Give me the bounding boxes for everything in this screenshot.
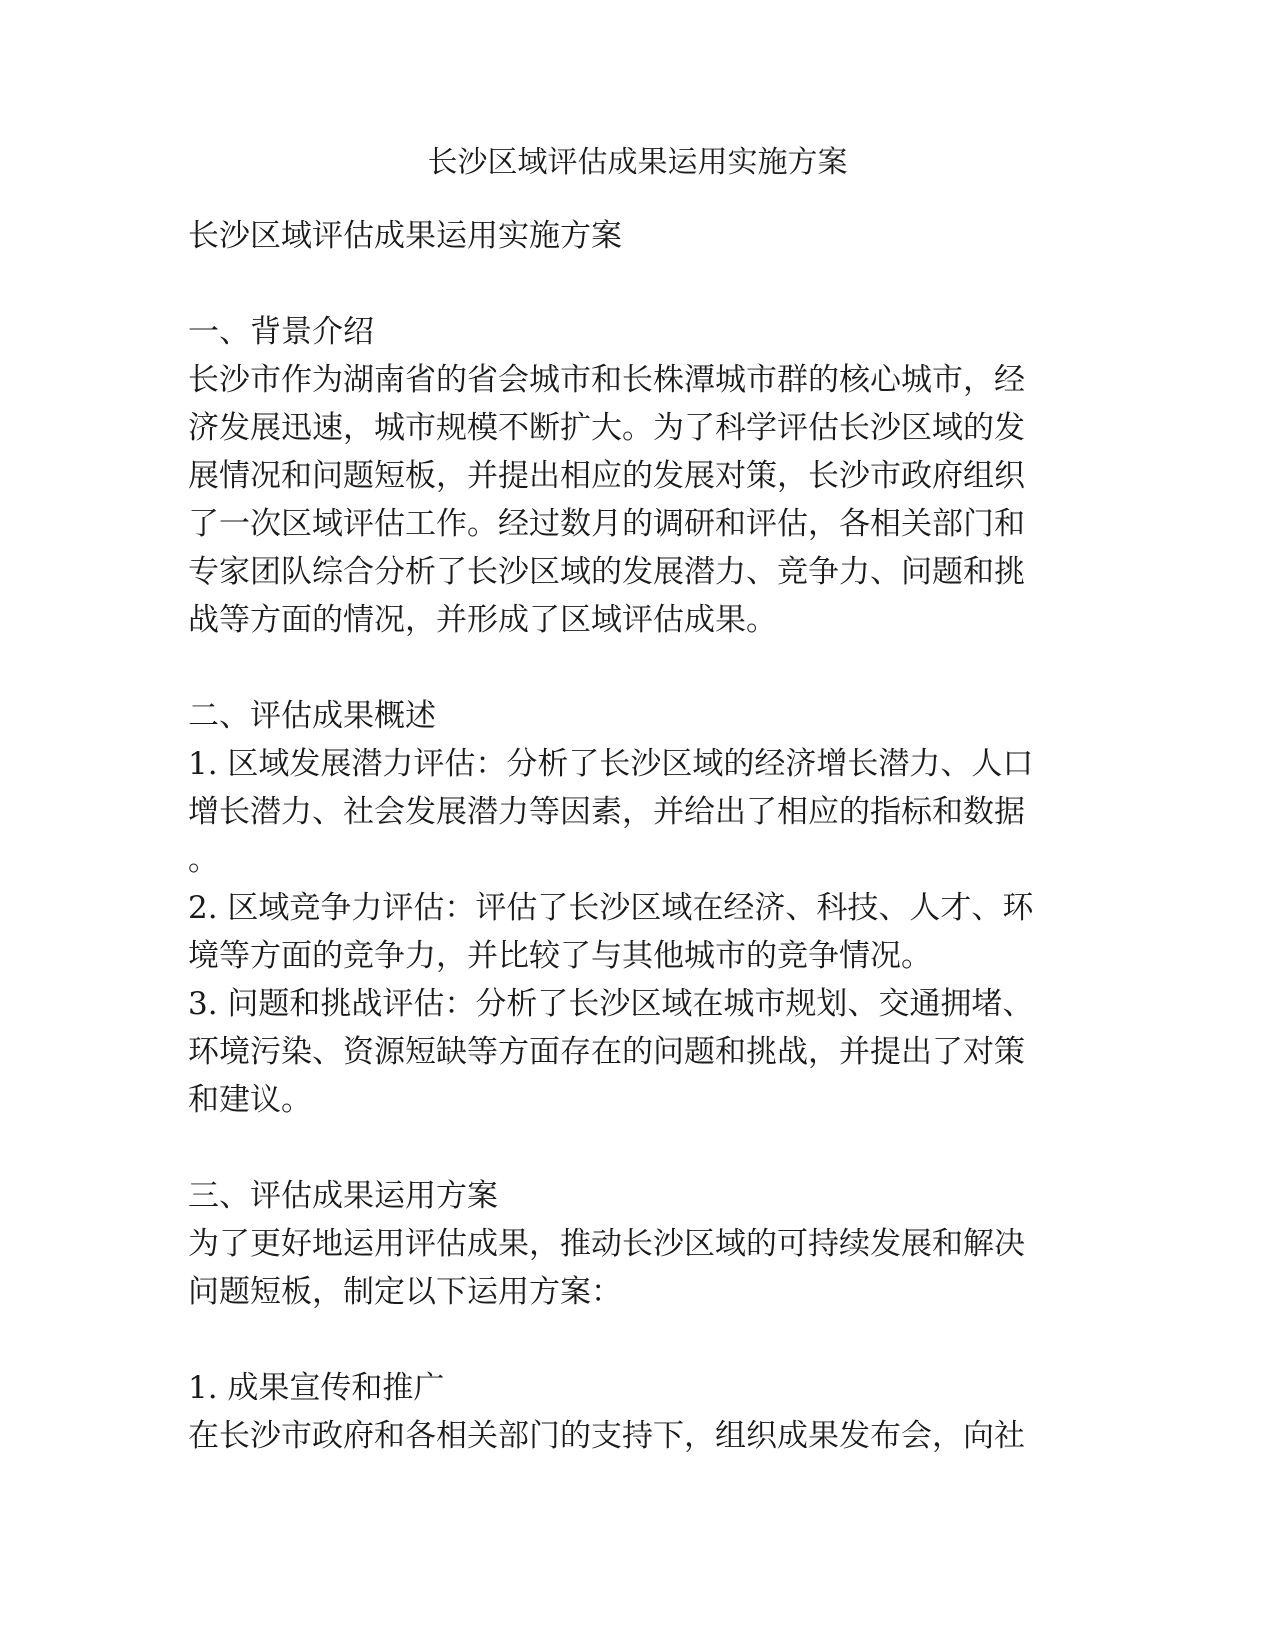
paragraph-line: 为了更好地运用评估成果，推动长沙区域的可持续发展和解决 [188, 1226, 1025, 1262]
list-item-line: 2. 区域竞争力评估：评估了长沙区域在经济、科技、人才、环 [188, 890, 1034, 926]
list-item-line: 1. 区域发展潜力评估：分析了长沙区域的经济增长潜力、人口 [188, 746, 1034, 782]
blank-line [188, 1124, 1088, 1172]
list-item-line: 增长潜力、社会发展潜力等因素，并给出了相应的指标和数据 [188, 794, 1025, 830]
list-item-line: 环境污染、资源短缺等方面存在的问题和挑战，并提出了对策 [188, 1034, 1025, 1070]
paragraph-line: 问题短板，制定以下运用方案： [188, 1274, 622, 1310]
list-item-line: 境等方面的竞争力，并比较了与其他城市的竞争情况。 [188, 938, 932, 974]
list-item-line: 3. 问题和挑战评估：分析了长沙区域在城市规划、交通拥堵、 [188, 986, 1034, 1022]
paragraph-line: 在长沙市政府和各相关部门的支持下，组织成果发布会，向社 [188, 1418, 1025, 1454]
blank-line [188, 644, 1088, 692]
list-item-line: 和建议。 [188, 1082, 312, 1118]
paragraph-line: 了一次区域评估工作。经过数月的调研和评估，各相关部门和 [188, 506, 1025, 542]
page-title: 长沙区域评估成果运用实施方案 [427, 145, 848, 180]
blank-line [188, 260, 1088, 308]
paragraph-line: 济发展迅速，城市规模不断扩大。为了科学评估长沙区域的发 [188, 410, 1025, 446]
section-heading-application: 三、评估成果运用方案 [188, 1178, 498, 1214]
section-heading-background: 一、背景介绍 [188, 314, 374, 350]
section-heading-overview: 二、评估成果概述 [188, 698, 436, 734]
paragraph-line: 展情况和问题短板，并提出相应的发展对策，长沙市政府组织 [188, 458, 1025, 494]
paragraph-line: 专家团队综合分析了长沙区域的发展潜力、竞争力、问题和挑 [188, 554, 1025, 590]
paragraph-line: 长沙市作为湖南省的省会城市和长株潭城市群的核心城市，经 [188, 362, 1025, 398]
list-item-line: 。 [188, 842, 219, 878]
paragraph-line: 战等方面的情况，并形成了区域评估成果。 [188, 602, 777, 638]
document-body [188, 212, 1088, 1460]
doc-heading: 长沙区域评估成果运用实施方案 [188, 218, 622, 254]
blank-line [188, 1316, 1088, 1364]
subsection-heading-promotion: 1. 成果宣传和推广 [188, 1370, 445, 1406]
